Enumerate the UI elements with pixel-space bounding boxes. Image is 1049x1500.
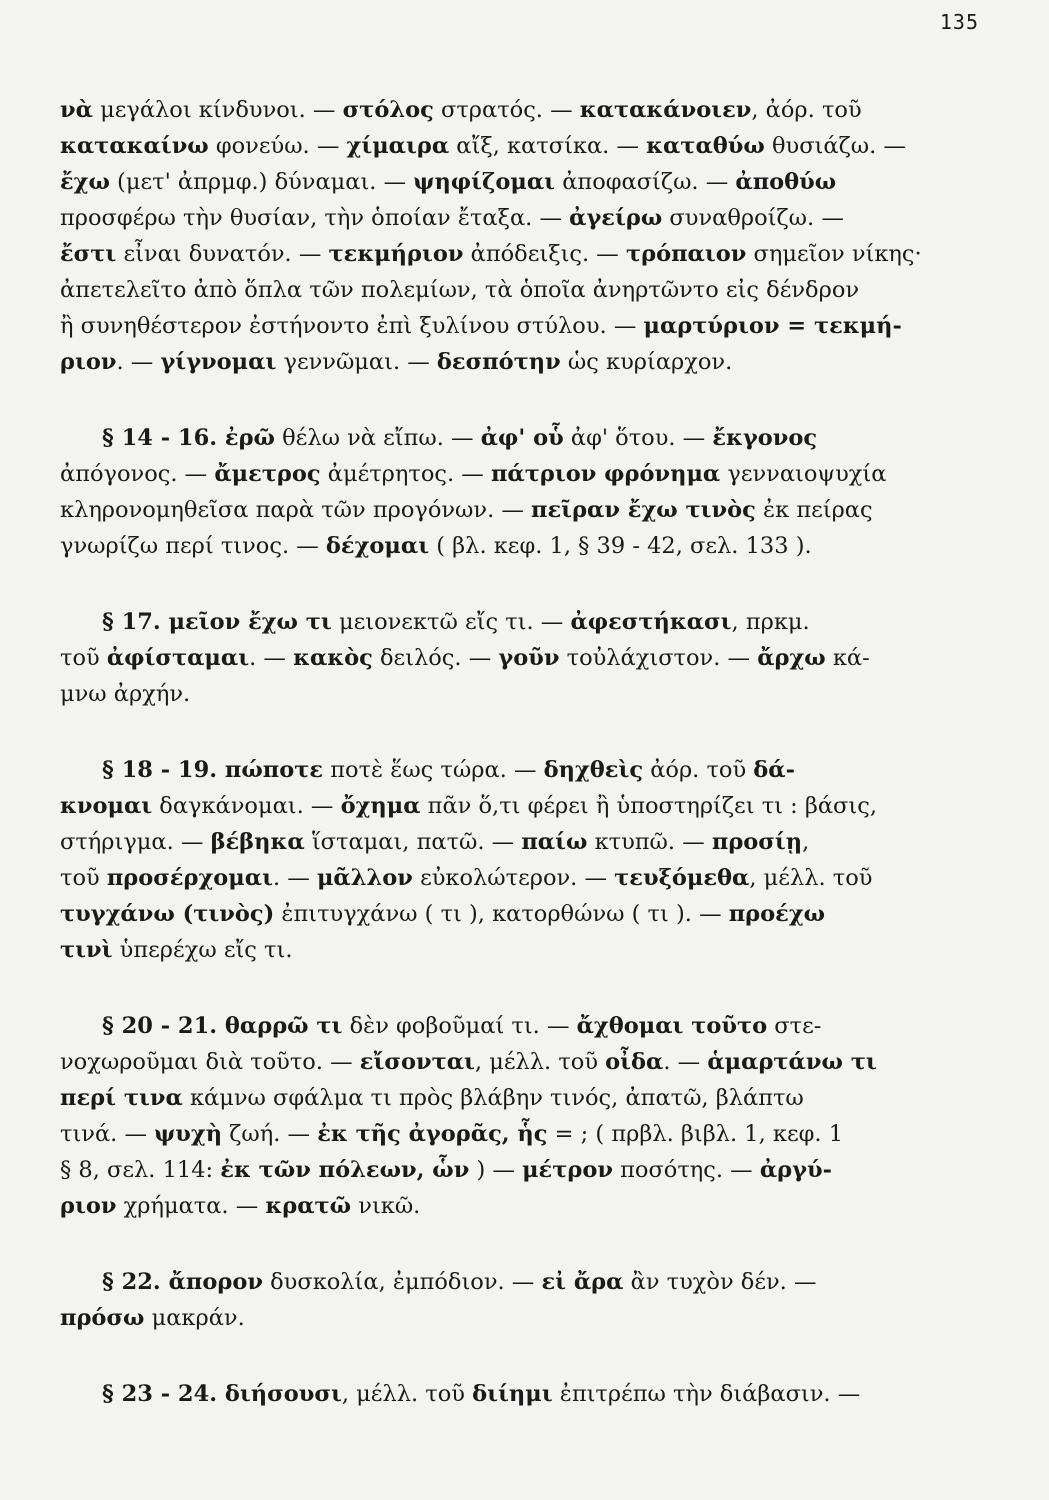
headword: τευξόμεθα: [614, 865, 750, 891]
headword: ἀφεστήκασι: [570, 609, 732, 635]
gloss-text: δαγκάνομαι. —: [152, 793, 341, 819]
gloss-text: ἐπιτρέπω τὴν διάβασιν. —: [552, 1381, 861, 1407]
headword: ψυχὴ: [154, 1121, 223, 1147]
headword: ὄχημα: [340, 793, 421, 819]
text-line: [60, 1116, 930, 1152]
headword: τρόπαιον: [625, 241, 747, 267]
gloss-text: (μετ' ἀπρμφ.) δύναμαι. —: [109, 169, 414, 195]
page-number: 135: [939, 10, 979, 34]
glossary-text: [60, 92, 930, 1412]
headword: ἀργύ-: [759, 1157, 832, 1183]
gloss-text: . —: [663, 1049, 708, 1075]
gloss-text: νοχωροῦμαι διὰ τοῦτο. —: [60, 1049, 360, 1075]
text-line: [60, 676, 930, 712]
gloss-text: , ἀόρ. τοῦ: [751, 97, 862, 123]
text-line: [60, 1152, 930, 1188]
text-line: [60, 604, 930, 640]
headword: βέβηκα: [210, 829, 305, 855]
headword: μεῖον ἔχω τι: [168, 609, 332, 635]
gloss-text: τοῦ: [60, 865, 107, 891]
text-line: [60, 1044, 930, 1080]
paragraph-gap: [60, 1224, 930, 1264]
gloss-text: , πρκμ.: [731, 609, 810, 635]
gloss-text: ,: [802, 829, 810, 855]
headword: εἰ ἄρα: [541, 1269, 624, 1295]
gloss-text: αἴξ, κατσίκα. —: [449, 133, 647, 159]
text-line: [60, 272, 930, 308]
gloss-text: § 8, σελ. 114:: [60, 1157, 221, 1183]
gloss-text: θέλω νὰ εἴπω. —: [274, 425, 481, 451]
headword: κνομαι: [60, 793, 153, 819]
gloss-text: , μέλλ. τοῦ: [341, 1381, 473, 1407]
gloss-text: ἀπετελεῖτο ἀπὸ ὅπλα τῶν πολεμίων, τὰ ὁποῖα ἀνηρτῶντο εἰς δένδρον: [60, 277, 860, 303]
gloss-text: ἢ συνηθέστερον ἐστήνοντο ἐπὶ ξυλίνου στύλου. —: [60, 313, 644, 339]
headword: προσίῃ: [711, 829, 803, 855]
gloss-text: θυσιάζω. —: [764, 133, 906, 159]
headword: ἄμετρος: [214, 461, 321, 487]
gloss-text: ἂν τυχὸν δέν. —: [623, 1269, 817, 1295]
text-line: [60, 420, 930, 456]
headword: καταθύω: [646, 133, 765, 159]
gloss-text: ἀπόδειξις. —: [463, 241, 626, 267]
gloss-text: δὲν φοβοῦμαί τι. —: [342, 1013, 577, 1039]
text-line: [60, 492, 930, 528]
gloss-text: τοῦ: [60, 645, 107, 671]
gloss-text: , μέλλ. τοῦ: [749, 865, 873, 891]
gloss-text: εὐκολώτερον. —: [412, 865, 615, 891]
headword: οἶδα: [605, 1049, 664, 1075]
headword: § 18 - 19.: [102, 757, 225, 783]
gloss-text: ὡς κυρίαρχον.: [560, 349, 733, 375]
headword: ἀφίσταμαι: [106, 645, 250, 671]
gloss-text: συναθροίζω. —: [662, 205, 844, 231]
text-line: [60, 528, 930, 564]
gloss-text: ἀπόγονος. —: [60, 461, 215, 487]
text-line: [60, 860, 930, 896]
paragraph-gap: [60, 1336, 930, 1376]
headword: νὰ: [60, 97, 93, 123]
gloss-text: ἀόρ. τοῦ: [643, 757, 754, 783]
gloss-text: κληρονομηθεῖσα παρὰ τῶν προγόνων. —: [60, 497, 532, 523]
headword: δεσπότην: [436, 349, 561, 375]
headword: γοῦν: [498, 645, 560, 671]
headword: ριον: [60, 349, 117, 375]
headword: κατακάνοιεν: [579, 97, 752, 123]
headword: ἀγείρω: [569, 205, 663, 231]
gloss-text: κάμνω σφάλμα τι πρὸς βλάβην τινός, ἀπατῶ, βλάπτω: [182, 1085, 804, 1111]
headword: θαρρῶ τι: [224, 1013, 343, 1039]
text-line: [60, 788, 930, 824]
text-line: [60, 200, 930, 236]
text-line: [60, 824, 930, 860]
gloss-text: ποτὲ ἕως τώρα. —: [323, 757, 544, 783]
gloss-text: ἵσταμαι, πατῶ. —: [304, 829, 522, 855]
paragraph-gap: [60, 968, 930, 1008]
paragraph-gap: [60, 380, 930, 420]
gloss-text: δειλός. —: [372, 645, 499, 671]
headword: διίημι: [472, 1381, 553, 1407]
gloss-text: κτυπῶ. —: [587, 829, 712, 855]
gloss-text: πᾶν ὅ,τι φέρει ἢ ὑποστηρίζει τι : βάσις,: [420, 793, 877, 819]
headword: προσέρχομαι: [106, 865, 273, 891]
headword: § 20 - 21.: [102, 1013, 225, 1039]
gloss-text: γνωρίζω περί τινος. —: [60, 533, 326, 559]
headword: ἁμαρτάνω τι: [707, 1049, 877, 1075]
headword: § 23 - 24.: [102, 1381, 225, 1407]
gloss-text: ἀφ' ὅτου. —: [563, 425, 713, 451]
headword: παίω: [521, 829, 588, 855]
gloss-text: γεννῶμαι. —: [276, 349, 437, 375]
headword: κρατῶ: [265, 1193, 352, 1219]
text-line: [60, 92, 930, 128]
headword: δέχομαι: [325, 533, 430, 559]
text-line: [60, 1300, 930, 1336]
headword: κατακαίνω: [60, 133, 209, 159]
headword: ἐκ τῶν πόλεων, ὧν: [220, 1157, 470, 1183]
gloss-text: στρατός. —: [433, 97, 580, 123]
headword: πεῖραν ἔχω τινὸς: [531, 497, 756, 523]
headword: ἄχθομαι τοῦτο: [576, 1013, 768, 1039]
headword: μέτρον: [522, 1157, 613, 1183]
gloss-text: . —: [116, 349, 161, 375]
headword: στόλος: [342, 97, 434, 123]
gloss-text: νικῶ.: [351, 1193, 421, 1219]
headword: διήσουσι: [224, 1381, 342, 1407]
gloss-text: ἀποφασίζω. —: [555, 169, 736, 195]
headword: ἄπορον: [168, 1269, 263, 1295]
headword: πώποτε: [224, 757, 324, 783]
headword: τεκμήριον: [328, 241, 464, 267]
headword: κακὸς: [293, 645, 373, 671]
gloss-text: φονεύω. —: [208, 133, 347, 159]
gloss-text: δυσκολία, ἐμπόδιον. —: [262, 1269, 542, 1295]
headword: ψηφίζομαι: [413, 169, 556, 195]
gloss-text: ἐκ πείρας: [755, 497, 873, 523]
text-line: [60, 308, 930, 344]
text-line: [60, 896, 930, 932]
headword: μαρτύριον = τεκμή-: [643, 313, 902, 339]
text-line: [60, 344, 930, 380]
headword: § 17.: [102, 609, 169, 635]
headword: εἴσονται: [359, 1049, 475, 1075]
headword: ριον: [60, 1193, 117, 1219]
headword: πάτριον φρόνημα: [490, 461, 721, 487]
text-line: [60, 1080, 930, 1116]
headword: § 22.: [102, 1269, 169, 1295]
headword: ἔχω: [60, 169, 110, 195]
gloss-text: ζωή. —: [222, 1121, 318, 1147]
headword: ἄρχω: [757, 645, 826, 671]
gloss-text: ( βλ. κεφ. 1, § 39 - 42, σελ. 133 ).: [429, 533, 812, 559]
headword: ἐρῶ: [224, 425, 275, 451]
gloss-text: τοὐλάχιστον. —: [559, 645, 758, 671]
headword: § 14 - 16.: [102, 425, 225, 451]
gloss-text: , μέλλ. τοῦ: [474, 1049, 606, 1075]
headword: ἔστι: [60, 241, 117, 267]
gloss-text: ἀμέτρητος. —: [320, 461, 491, 487]
text-line: [60, 456, 930, 492]
text-line: [60, 1376, 930, 1412]
headword: τινὶ: [60, 937, 113, 963]
gloss-text: . —: [249, 645, 294, 671]
headword: μᾶλλον: [316, 865, 413, 891]
text-line: [60, 128, 930, 164]
gloss-text: ὑπερέχω εἴς τι.: [112, 937, 293, 963]
gloss-text: στε-: [767, 1013, 822, 1039]
text-line: [60, 236, 930, 272]
gloss-text: ἐπιτυγχάνω ( τι ), κατορθώνω ( τι ). —: [274, 901, 729, 927]
headword: τυγχάνω (τινὸς): [60, 901, 275, 927]
headword: ἔκγονος: [712, 425, 818, 451]
gloss-text: μεγάλοι κίνδυνοι. —: [92, 97, 343, 123]
text-line: [60, 932, 930, 968]
gloss-text: μειονεκτῶ εἴς τι. —: [331, 609, 571, 635]
gloss-text: γενναιοψυχία: [720, 461, 887, 487]
gloss-text: μνω ἀρχήν.: [60, 681, 191, 707]
text-line: [60, 164, 930, 200]
gloss-text: στήριγμα. —: [60, 829, 211, 855]
headword: γίγνομαι: [160, 349, 277, 375]
headword: δά-: [753, 757, 795, 783]
gloss-text: . —: [272, 865, 317, 891]
text-line: [60, 1008, 930, 1044]
headword: προέχω: [728, 901, 826, 927]
headword: πρόσω: [60, 1305, 145, 1331]
gloss-text: ποσότης. —: [612, 1157, 760, 1183]
text-line: [60, 1264, 930, 1300]
headword: χίμαιρα: [346, 133, 450, 159]
gloss-text: προσφέρω τὴν θυσίαν, τὴν ὁποίαν ἔταξα. —: [60, 205, 570, 231]
headword: περί τινα: [60, 1085, 183, 1111]
gloss-text: ) —: [469, 1157, 523, 1183]
gloss-text: μακράν.: [144, 1305, 245, 1331]
gloss-text: χρήματα. —: [116, 1193, 266, 1219]
gloss-text: = ; ( πρβλ. βιβλ. 1, κεφ. 1: [547, 1121, 844, 1147]
gloss-text: εἶναι δυνατόν. —: [116, 241, 329, 267]
headword: ἀποθύω: [735, 169, 837, 195]
gloss-text: σημεῖον νίκης·: [746, 241, 922, 267]
gloss-text: τινά. —: [60, 1121, 155, 1147]
text-line: [60, 1188, 930, 1224]
paragraph-gap: [60, 712, 930, 752]
text-line: [60, 752, 930, 788]
headword: ἐκ τῆς ἀγορᾶς, ἧς: [317, 1121, 548, 1147]
text-line: [60, 640, 930, 676]
headword: ἀφ' οὗ: [480, 425, 564, 451]
headword: δηχθεὶς: [543, 757, 644, 783]
paragraph-gap: [60, 564, 930, 604]
gloss-text: κά-: [825, 645, 870, 671]
